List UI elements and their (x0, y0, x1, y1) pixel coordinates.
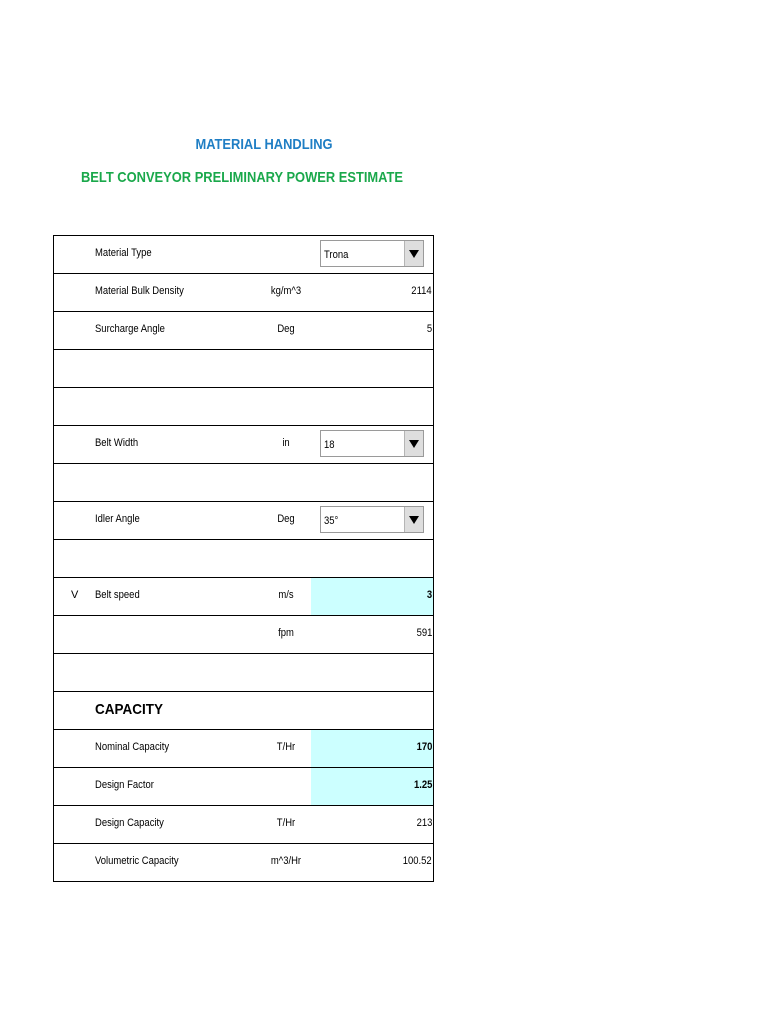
surcharge-angle-unit: Deg (277, 323, 295, 335)
empty-row (54, 350, 433, 388)
belt-speed-fpm-value: 591 (416, 627, 432, 639)
design-factor-label: Design Factor (95, 779, 154, 791)
material-type-dropdown[interactable] (320, 240, 424, 267)
nominal-capacity-input-cell[interactable] (311, 730, 433, 767)
bulk-density-value: 2114 (411, 285, 432, 297)
row-belt-speed (54, 578, 433, 616)
nominal-capacity-label: Nominal Capacity (95, 741, 170, 753)
surcharge-angle-value: 5 (426, 323, 432, 335)
belt-width-label: Belt Width (95, 437, 139, 449)
belt-speed-input-cell[interactable] (311, 578, 433, 615)
belt-width-dropdown[interactable] (320, 430, 424, 457)
belt-speed-value[interactable]: 3 (426, 589, 432, 601)
belt-speed-symbol: V (71, 589, 79, 601)
page-title: MATERIAL HANDLING (195, 136, 333, 153)
row-design-capacity (54, 806, 433, 844)
page-subtitle: BELT CONVEYOR PRELIMINARY POWER ESTIMATE (80, 169, 404, 186)
idler-angle-label: Idler Angle (95, 513, 140, 525)
empty-row (54, 540, 433, 578)
empty-row (54, 464, 433, 502)
row-design-factor (54, 768, 433, 806)
belt-speed-label: Belt speed (95, 589, 140, 601)
nominal-capacity-unit: T/Hr (276, 741, 296, 753)
belt-width-value: 18 (324, 439, 335, 451)
belt-width-unit: in (282, 437, 290, 449)
design-capacity-unit: T/Hr (276, 817, 296, 829)
row-bulk-density (54, 274, 433, 312)
row-belt-width (54, 426, 433, 464)
row-belt-speed-fpm (54, 616, 433, 654)
row-nominal-capacity (54, 730, 433, 768)
surcharge-angle-label: Surcharge Angle (95, 323, 165, 335)
material-type-label: Material Type (95, 247, 152, 259)
capacity-heading: CAPACITY (95, 701, 164, 718)
empty-row (54, 388, 433, 426)
idler-angle-value: 35° (324, 515, 339, 527)
bulk-density-unit: kg/m^3 (270, 285, 302, 297)
row-material-type (54, 236, 433, 274)
empty-row (54, 654, 433, 692)
chevron-down-icon[interactable] (404, 241, 423, 266)
nominal-capacity-value[interactable]: 170 (416, 741, 432, 753)
idler-angle-unit: Deg (277, 513, 295, 525)
row-idler-angle (54, 502, 433, 540)
belt-speed-unit: m/s (278, 589, 294, 601)
row-capacity-heading (54, 692, 433, 730)
volumetric-capacity-label: Volumetric Capacity (95, 855, 179, 867)
chevron-down-icon[interactable] (404, 507, 423, 532)
volumetric-capacity-unit: m^3/Hr (270, 855, 302, 867)
belt-speed-fpm-unit: fpm (278, 627, 294, 639)
material-type-value: Trona (324, 249, 349, 261)
bulk-density-label: Material Bulk Density (95, 285, 184, 297)
design-capacity-value: 213 (416, 817, 432, 829)
row-surcharge-angle (54, 312, 433, 350)
idler-angle-dropdown[interactable] (320, 506, 424, 533)
chevron-down-icon[interactable] (404, 431, 423, 456)
design-capacity-label: Design Capacity (95, 817, 164, 829)
volumetric-capacity-value: 100.52 (403, 855, 432, 867)
input-sheet (53, 235, 434, 882)
row-volumetric-capacity (54, 844, 433, 882)
design-factor-value[interactable]: 1.25 (413, 779, 432, 791)
